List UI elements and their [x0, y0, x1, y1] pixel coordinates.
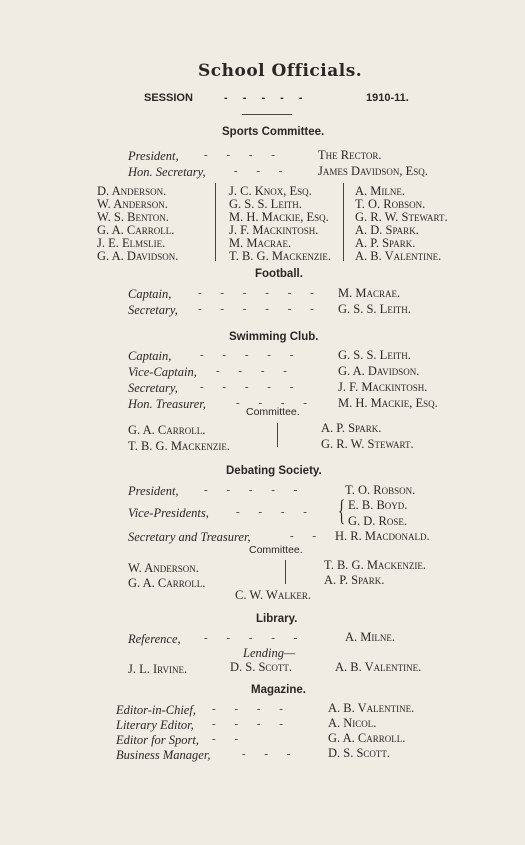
- sports-role: Hon. Secretary,: [128, 165, 206, 179]
- swimming-role: Vice-Captain,: [128, 365, 197, 379]
- member-name: G. A. Davidson.: [97, 249, 179, 263]
- member-name: D. Anderson.: [97, 184, 167, 198]
- swimming-dots: - - - -: [236, 397, 315, 409]
- sports-dots: - - -: [234, 165, 291, 177]
- swimming-name: G. A. Davidson.: [338, 364, 420, 378]
- debating-sec-role: Secretary and Treasurer,: [128, 530, 251, 544]
- swimming-name: M. H. Mackie, Esq.: [338, 396, 438, 410]
- member-name: J. C. Knox, Esq.: [229, 184, 312, 198]
- football-dots: - - - - - -: [198, 303, 322, 315]
- member-name: A. P. Spark.: [355, 236, 416, 250]
- library-reference-name: A. Milne.: [345, 630, 396, 644]
- session-dashes: - - - - -: [224, 92, 309, 104]
- swimming-heading: Swimming Club.: [229, 331, 319, 343]
- member-name: J. E. Elmslie.: [97, 236, 166, 250]
- member-name: W. S. Benton.: [97, 210, 169, 224]
- member-name: W. Anderson.: [97, 197, 168, 211]
- swimming-committee-right: [321, 420, 414, 452]
- football-role: Captain,: [128, 287, 172, 301]
- debating-committee-bottom: C. W. Walker.: [235, 588, 311, 602]
- magazine-name: A. B. Valentine.: [328, 701, 415, 715]
- member-name: M. Macrae.: [229, 236, 292, 250]
- sports-members-col1: [97, 185, 178, 263]
- library-reference-role: Reference,: [128, 632, 181, 646]
- swimming-dots: - - - - -: [200, 349, 302, 361]
- member-name: E. B. Boyd.: [348, 498, 408, 512]
- debating-dots: - - - -: [236, 506, 315, 518]
- member-name: G. R. W. Stewart.: [355, 210, 448, 224]
- debating-heading: Debating Society.: [226, 465, 322, 477]
- column-divider: [343, 183, 344, 261]
- debating-committee-left: [128, 561, 205, 591]
- debating-committee-label: Committee.: [249, 544, 303, 556]
- football-heading: Football.: [255, 268, 303, 280]
- football-name: G. S. S. Leith.: [338, 302, 411, 316]
- magazine-dots: - - -: [242, 748, 299, 760]
- member-name: T. O. Robson.: [355, 197, 426, 211]
- library-heading: Library.: [256, 613, 298, 625]
- member-name: J. F. Mackintosh.: [229, 223, 319, 237]
- member-name: W. Anderson.: [128, 561, 199, 575]
- member-name: A. P. Spark.: [324, 573, 385, 587]
- sports-members-col3: [355, 185, 448, 263]
- football-name: M. Macrae.: [338, 286, 401, 300]
- member-name: G. D. Rose.: [348, 514, 408, 528]
- library-lending-name: J. L. Irvine.: [128, 662, 188, 676]
- library-dots: - - - - -: [204, 632, 306, 644]
- magazine-role: Editor for Sport,: [116, 733, 199, 747]
- swimming-committee-label: Committee.: [246, 406, 300, 418]
- sports-name: James Davidson, Esq.: [318, 164, 428, 178]
- sports-dots: - - - -: [204, 149, 283, 161]
- magazine-role: Business Manager,: [116, 748, 211, 762]
- member-name: G. S. S. Leith.: [229, 197, 302, 211]
- member-name: T. B. G. Mackenzie.: [128, 439, 231, 453]
- magazine-dots: - - - -: [212, 703, 291, 715]
- column-divider: [285, 560, 286, 584]
- debating-vp-role: Vice-Presidents,: [128, 506, 209, 520]
- member-name: A. B. Valentine.: [355, 249, 442, 263]
- football-dots: - - - - - -: [198, 287, 322, 299]
- sports-role: President,: [128, 149, 179, 163]
- session-label: SESSION: [144, 92, 193, 104]
- member-name: A. Milne.: [355, 184, 406, 198]
- magazine-role: Literary Editor,: [116, 718, 194, 732]
- member-name: G. A. Carroll.: [128, 576, 206, 590]
- sports-heading: Sports Committee.: [222, 126, 325, 138]
- member-name: G. A. Carroll.: [128, 423, 206, 437]
- debating-vp-names: [348, 497, 407, 529]
- swimming-role: Secretary,: [128, 381, 178, 395]
- library-lending-label: Lending—: [243, 646, 296, 660]
- member-name: M. H. Mackie, Esq.: [229, 210, 329, 224]
- magazine-name: A. Nicol.: [328, 716, 377, 730]
- library-lending-name: D. S. Scott.: [230, 660, 293, 674]
- sports-members-col2: [229, 185, 331, 263]
- swimming-dots: - - - - -: [200, 381, 302, 393]
- member-name: G. R. W. Stewart.: [321, 437, 414, 451]
- magazine-name: D. S. Scott.: [328, 746, 391, 760]
- swimming-role: Captain,: [128, 349, 172, 363]
- header-rule: [242, 114, 292, 115]
- football-role: Secretary,: [128, 303, 178, 317]
- debating-president-name: T. O. Robson.: [345, 483, 416, 497]
- debating-dots: - -: [290, 530, 325, 542]
- debating-sec-name: H. R. Macdonald.: [335, 529, 430, 543]
- sports-name: The Rector.: [318, 148, 382, 162]
- swimming-committee-left: [128, 422, 230, 454]
- swimming-name: G. S. S. Leith.: [338, 348, 411, 362]
- column-divider: [215, 183, 216, 261]
- member-name: A. D. Spark.: [355, 223, 419, 237]
- magazine-dots: - - - -: [212, 718, 291, 730]
- member-name: A. P. Spark.: [321, 421, 382, 435]
- magazine-heading: Magazine.: [251, 684, 306, 696]
- library-lending-name: A. B. Valentine.: [335, 660, 422, 674]
- magazine-name: G. A. Carroll.: [328, 731, 406, 745]
- member-name: T. B. G. Mackenzie.: [324, 558, 427, 572]
- debating-president-role: President,: [128, 484, 179, 498]
- swimming-dots: - - - -: [216, 365, 295, 377]
- debating-dots: - - - - -: [204, 484, 306, 496]
- member-name: G. A. Carroll.: [97, 223, 175, 237]
- brace-icon: {: [338, 494, 346, 527]
- magazine-dots: - -: [212, 733, 247, 745]
- swimming-name: J. F. Mackintosh.: [338, 380, 428, 394]
- magazine-role: Editor-in-Chief,: [116, 703, 196, 717]
- session-year: 1910-11.: [366, 92, 409, 104]
- member-name: T. B. G. Mackenzie.: [229, 249, 332, 263]
- debating-committee-right: [324, 558, 426, 588]
- column-divider: [277, 423, 278, 447]
- page-title: School Officials.: [198, 61, 363, 81]
- swimming-role: Hon. Treasurer,: [128, 397, 206, 411]
